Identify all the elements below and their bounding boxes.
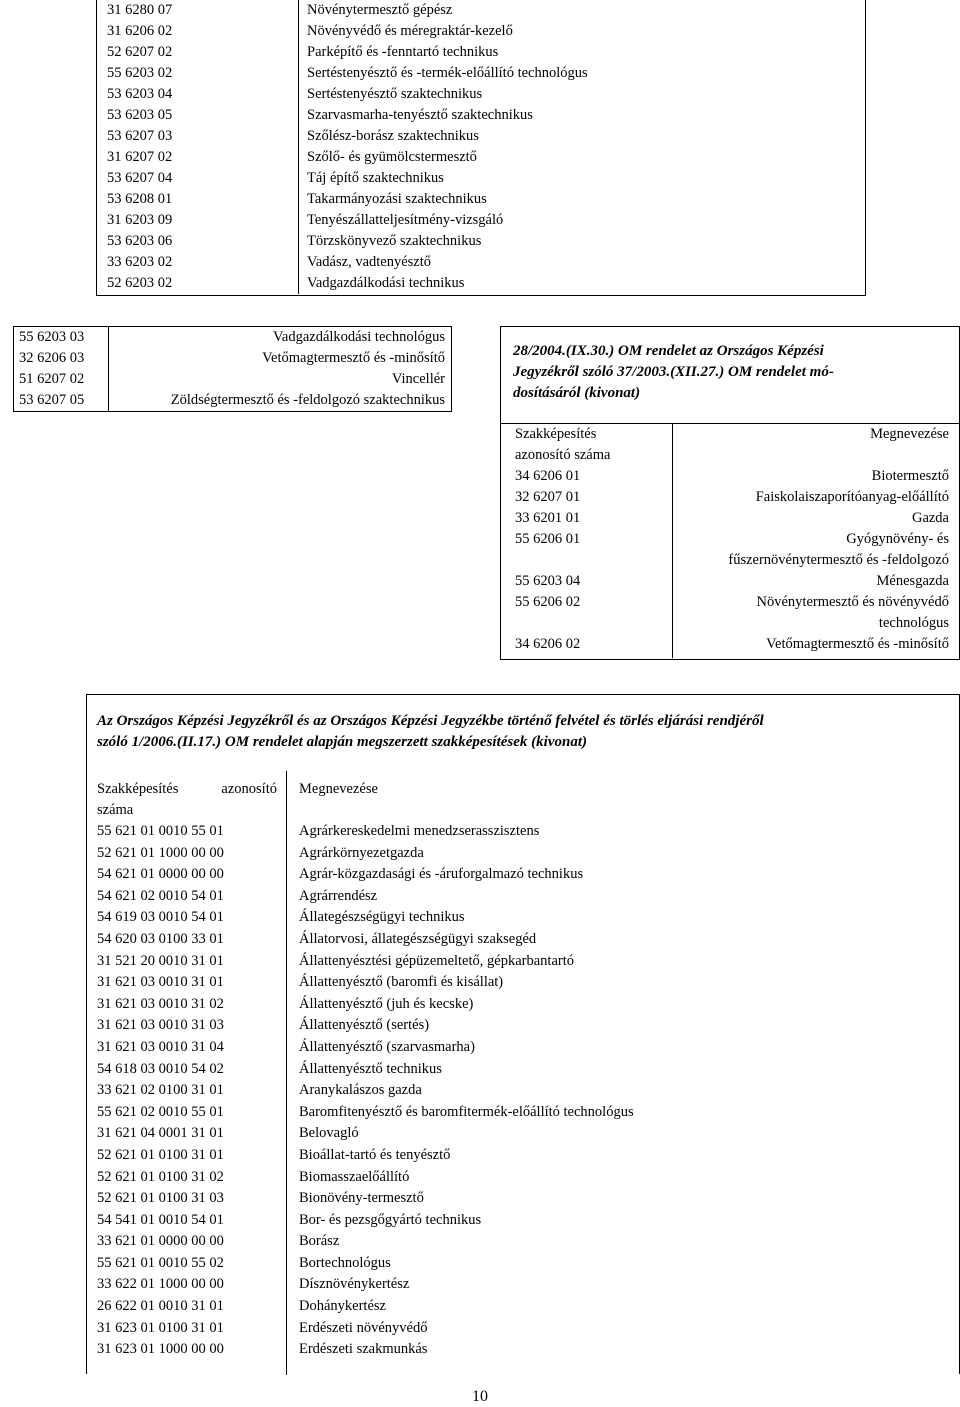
code-cell: 33 622 01 1000 00 00: [97, 1276, 224, 1293]
code-cell: 33 621 02 0100 31 01: [97, 1082, 224, 1099]
table-row: [97, 843, 634, 865]
name-cell: Belovagló: [299, 1125, 359, 1142]
table-row: [97, 1015, 634, 1037]
table-row: [97, 1318, 634, 1340]
name-cell: Szarvasmarha-tenyésztő szaktechnikus: [307, 107, 533, 123]
name-cell: Sertéstenyésztő és -termék-előállító technológus: [307, 65, 588, 81]
name-cell: Bionövény-termesztő: [299, 1190, 424, 1207]
box3-col2-header: Megnevezése: [870, 426, 949, 442]
code-cell: 31 6203 09: [97, 210, 299, 231]
code-cell: 31 621 03 0010 31 04: [97, 1038, 224, 1055]
name-cell: Állattenyésztő (juh és kecske): [299, 995, 474, 1012]
code-cell: 53 6203 04: [97, 84, 299, 105]
name-cell: Takarmányozási szaktechnikus: [307, 191, 487, 207]
name-cell: Állategészségügyi technikus: [299, 909, 465, 926]
table-row: [97, 1339, 634, 1361]
code-cell: 54 621 02 0010 54 01: [97, 887, 224, 904]
name-cell: Bortechnológus: [299, 1254, 391, 1271]
name-cell: Erdészeti növényvédő: [299, 1319, 428, 1336]
name-cell: Növénytermesztő gépész: [307, 2, 453, 18]
table-row: [97, 972, 634, 994]
box3-heading-line: Jegyzékről szóló 37/2003.(XII.27.) OM rendelet mó-: [513, 364, 834, 380]
box3-heading-line: dosításáról (kivonat): [513, 385, 641, 401]
name-cell: Zöldségtermesztő és -feldolgozó szaktechnikus: [170, 392, 445, 408]
code-cell: 55 621 01 0010 55 01: [97, 823, 224, 839]
code-cell: 31 623 01 1000 00 00: [97, 1341, 224, 1358]
table-row: [97, 1188, 634, 1210]
table-row: [97, 1231, 634, 1253]
table-row: [97, 63, 865, 84]
table-row: [97, 252, 865, 273]
code-cell: 55 6203 02: [97, 63, 299, 84]
table-row: [97, 105, 865, 126]
name-cell: Állattenyésztő (baromfi és kisállat): [299, 974, 504, 991]
name-cell: Baromfitenyésztő és baromfitermék-előállító technológus: [299, 1103, 634, 1120]
code-cell: 32 6207 01: [501, 487, 673, 508]
code-cell: 54 619 03 0010 54 01: [97, 909, 224, 926]
name-cell: Növényvédő és méregraktár-kezelő: [307, 23, 513, 39]
box3-col1-header: Szakképesítés azonosító száma: [501, 424, 673, 466]
code-cell: 31 621 03 0010 31 02: [97, 995, 224, 1012]
table-row: [97, 1102, 634, 1124]
name-cell: Vadgazdálkodási technikus: [307, 275, 465, 291]
table-row: [97, 210, 865, 231]
table-row: [501, 634, 959, 658]
code-cell: 53 6207 05: [14, 390, 109, 411]
code-cell: 31 623 01 0100 31 01: [97, 1319, 224, 1336]
table-row: [97, 929, 634, 951]
code-cell: 52 621 01 0100 31 02: [97, 1168, 224, 1185]
name-cell: Bioállat-tartó és tenyésztő: [299, 1146, 451, 1163]
table-row: [97, 42, 865, 63]
code-cell: 31 621 03 0010 31 03: [97, 1017, 224, 1034]
box-28-2004-om-rendelet: [500, 326, 960, 660]
table-row: [501, 508, 959, 529]
table-row: [14, 369, 451, 390]
name-cell: Agrárrendész: [299, 887, 378, 904]
box4-col2-header: Megnevezése: [299, 781, 378, 797]
name-cell: Gazda: [911, 510, 949, 526]
table-row: [14, 327, 451, 348]
code-cell: 34 6206 01: [501, 466, 673, 487]
name-cell: Biomasszaelőállító: [299, 1168, 410, 1185]
table-row: [97, 0, 865, 21]
name-cell: Szőlész-borász szaktechnikus: [307, 128, 479, 144]
name-cell: Állattenyésztési gépüzemeltető, gépkarbantartó: [299, 952, 574, 969]
name-cell: Dísznövénykertész: [299, 1276, 410, 1293]
name-cell: Agrár-közgazdasági és -áruforgalmazó technikus: [299, 866, 584, 883]
code-cell: 54 620 03 0100 33 01: [97, 930, 224, 947]
name-cell: Állattenyésztő technikus: [299, 1060, 442, 1077]
code-cell: 32 6206 03: [14, 348, 109, 369]
code-cell: 31 621 03 0010 31 01: [97, 974, 224, 991]
code-cell: 52 6207 02: [97, 42, 299, 63]
table-row: [501, 571, 959, 592]
table-row: [97, 21, 865, 42]
name-cell: Agrárkereskedelmi menedzserasszisztens: [299, 823, 540, 839]
table-row: [97, 1080, 634, 1102]
code-cell: 31 6207 02: [97, 147, 299, 168]
code-cell: 53 6203 05: [97, 105, 299, 126]
box4-col1-header: Szakképesítés azonosító száma: [97, 781, 277, 818]
table-row: [97, 1274, 634, 1296]
code-cell: 55 621 02 0010 55 01: [97, 1103, 224, 1120]
name-cell: Vetőmagtermesztő és -minősítő: [262, 350, 445, 366]
code-cell: 55 621 01 0010 55 02: [97, 1254, 224, 1271]
box3-heading-line: 28/2004.(IX.30.) OM rendelet az Országos Képzési: [513, 343, 824, 359]
code-cell: 52 621 01 1000 00 00: [97, 844, 224, 861]
box-1-2006-om-rendelet: [86, 694, 960, 1374]
code-cell: 52 621 01 0100 31 01: [97, 1146, 224, 1163]
code-cell: 33 621 01 0000 00 00: [97, 1233, 224, 1250]
code-cell: 55 6206 02: [501, 592, 673, 634]
box4-heading-line: szóló 1/2006.(II.17.) OM rendelet alapján megszerzett szakképesítések (kivonat): [97, 734, 587, 750]
code-cell: 55 6206 01: [501, 529, 673, 571]
table-row: [97, 907, 634, 929]
name-cell: Szőlő- és gyümölcstermesztő: [307, 149, 477, 165]
table-row: [97, 1296, 634, 1318]
name-cell: Táj építő szaktechnikus: [307, 170, 444, 186]
box4-rows: [97, 821, 634, 1361]
box4-heading: [97, 711, 947, 753]
code-cell: 53 6207 03: [97, 126, 299, 147]
code-cell: 54 621 01 0000 00 00: [97, 866, 224, 883]
name-cell: Aranykalászos gazda: [299, 1082, 422, 1099]
table-row: [501, 592, 959, 634]
box4-heading-line: Az Országos Képzési Jegyzékről és az Országos Képzési Jegyzékbe történő felvétel és törlés eljárási rendjéről: [97, 713, 764, 729]
code-cell: 31 521 20 0010 31 01: [97, 952, 224, 969]
name-cell: Ménesgazda: [876, 573, 949, 589]
code-cell: 51 6207 02: [14, 369, 109, 390]
name-cell: Vetőmagtermesztő és -minősítő: [766, 636, 949, 652]
name-cell: Állatorvosi, állategészségügyi szaksegéd: [299, 930, 537, 947]
box3-table-header: [501, 424, 959, 466]
name-cell: Erdészeti szakmunkás: [299, 1341, 428, 1358]
name-cell: Faiskolaiszaporítóanyag-előállító: [755, 489, 949, 505]
code-cell: 34 6206 02: [501, 634, 673, 658]
page-number: 10: [472, 1388, 488, 1405]
table-row: [14, 348, 451, 369]
name-cell: Vincellér: [391, 371, 445, 387]
code-cell: 31 6280 07: [97, 0, 299, 21]
name-cell: Állattenyésztő (sertés): [299, 1017, 430, 1034]
code-cell: 53 6207 04: [97, 168, 299, 189]
name-cell: Dohánykertész: [299, 1298, 386, 1315]
name-cell: Parképítő és -fenntartó technikus: [307, 44, 499, 60]
table-row: [97, 1145, 634, 1167]
table-1: [96, 0, 866, 296]
code-cell: 31 621 04 0001 31 01: [97, 1125, 224, 1142]
code-cell: 54 618 03 0010 54 02: [97, 1060, 224, 1077]
table-row: [501, 487, 959, 508]
code-cell: 33 6203 02: [97, 252, 299, 273]
name-cell: Biotermesztő: [871, 468, 949, 484]
name-cell: Növénytermesztő és növényvédő technológus: [756, 594, 949, 631]
box3-table: [501, 423, 959, 658]
table-row: [97, 1253, 634, 1275]
name-cell: Borász: [299, 1233, 340, 1250]
table-row: [97, 1210, 634, 1232]
table-row: [97, 273, 865, 294]
name-cell: Tenyészállatteljesítmény-vizsgáló: [307, 212, 504, 228]
table-row: [97, 189, 865, 210]
table-row: [97, 886, 634, 908]
table-row: [501, 529, 959, 571]
box3-heading: [513, 341, 953, 404]
code-cell: 33 6201 01: [501, 508, 673, 529]
table-row: [97, 84, 865, 105]
table-row: [97, 951, 634, 973]
code-cell: 52 6203 02: [97, 273, 299, 294]
table-row: [97, 821, 634, 843]
table-row: [97, 1123, 634, 1145]
table-row: [97, 864, 634, 886]
name-cell: Agrárkörnyezetgazda: [299, 844, 424, 861]
code-cell: 52 621 01 0100 31 03: [97, 1190, 224, 1207]
code-cell: 53 6208 01: [97, 189, 299, 210]
table-row: [97, 147, 865, 168]
table-row: [97, 126, 865, 147]
code-cell: 53 6203 06: [97, 231, 299, 252]
table-row: [97, 1037, 634, 1059]
table-row: [97, 994, 634, 1016]
code-cell: 26 622 01 0010 31 01: [97, 1298, 224, 1315]
code-cell: 55 6203 04: [501, 571, 673, 592]
name-cell: Sertéstenyésztő szaktechnikus: [307, 86, 483, 102]
table-2: [13, 326, 452, 412]
code-cell: 54 541 01 0010 54 01: [97, 1211, 224, 1228]
name-cell: Gyógynövény- és fűszernövénytermesztő és -feldolgozó: [728, 531, 949, 568]
name-cell: Bor- és pezsgőgyártó technikus: [299, 1211, 482, 1228]
table-row: [14, 390, 451, 411]
name-cell: Vadász, vadtenyésztő: [307, 254, 432, 270]
code-cell: 31 6206 02: [97, 21, 299, 42]
name-cell: Törzskönyvező szaktechnikus: [307, 233, 482, 249]
table-row: [501, 466, 959, 487]
table-row: [97, 1059, 634, 1081]
name-cell: Vadgazdálkodási technológus: [273, 329, 445, 345]
table-row: [97, 168, 865, 189]
table-row: [97, 1167, 634, 1189]
code-cell: 55 6203 03: [14, 327, 109, 348]
table-row: [97, 231, 865, 252]
name-cell: Állattenyésztő (szarvasmarha): [299, 1038, 475, 1055]
